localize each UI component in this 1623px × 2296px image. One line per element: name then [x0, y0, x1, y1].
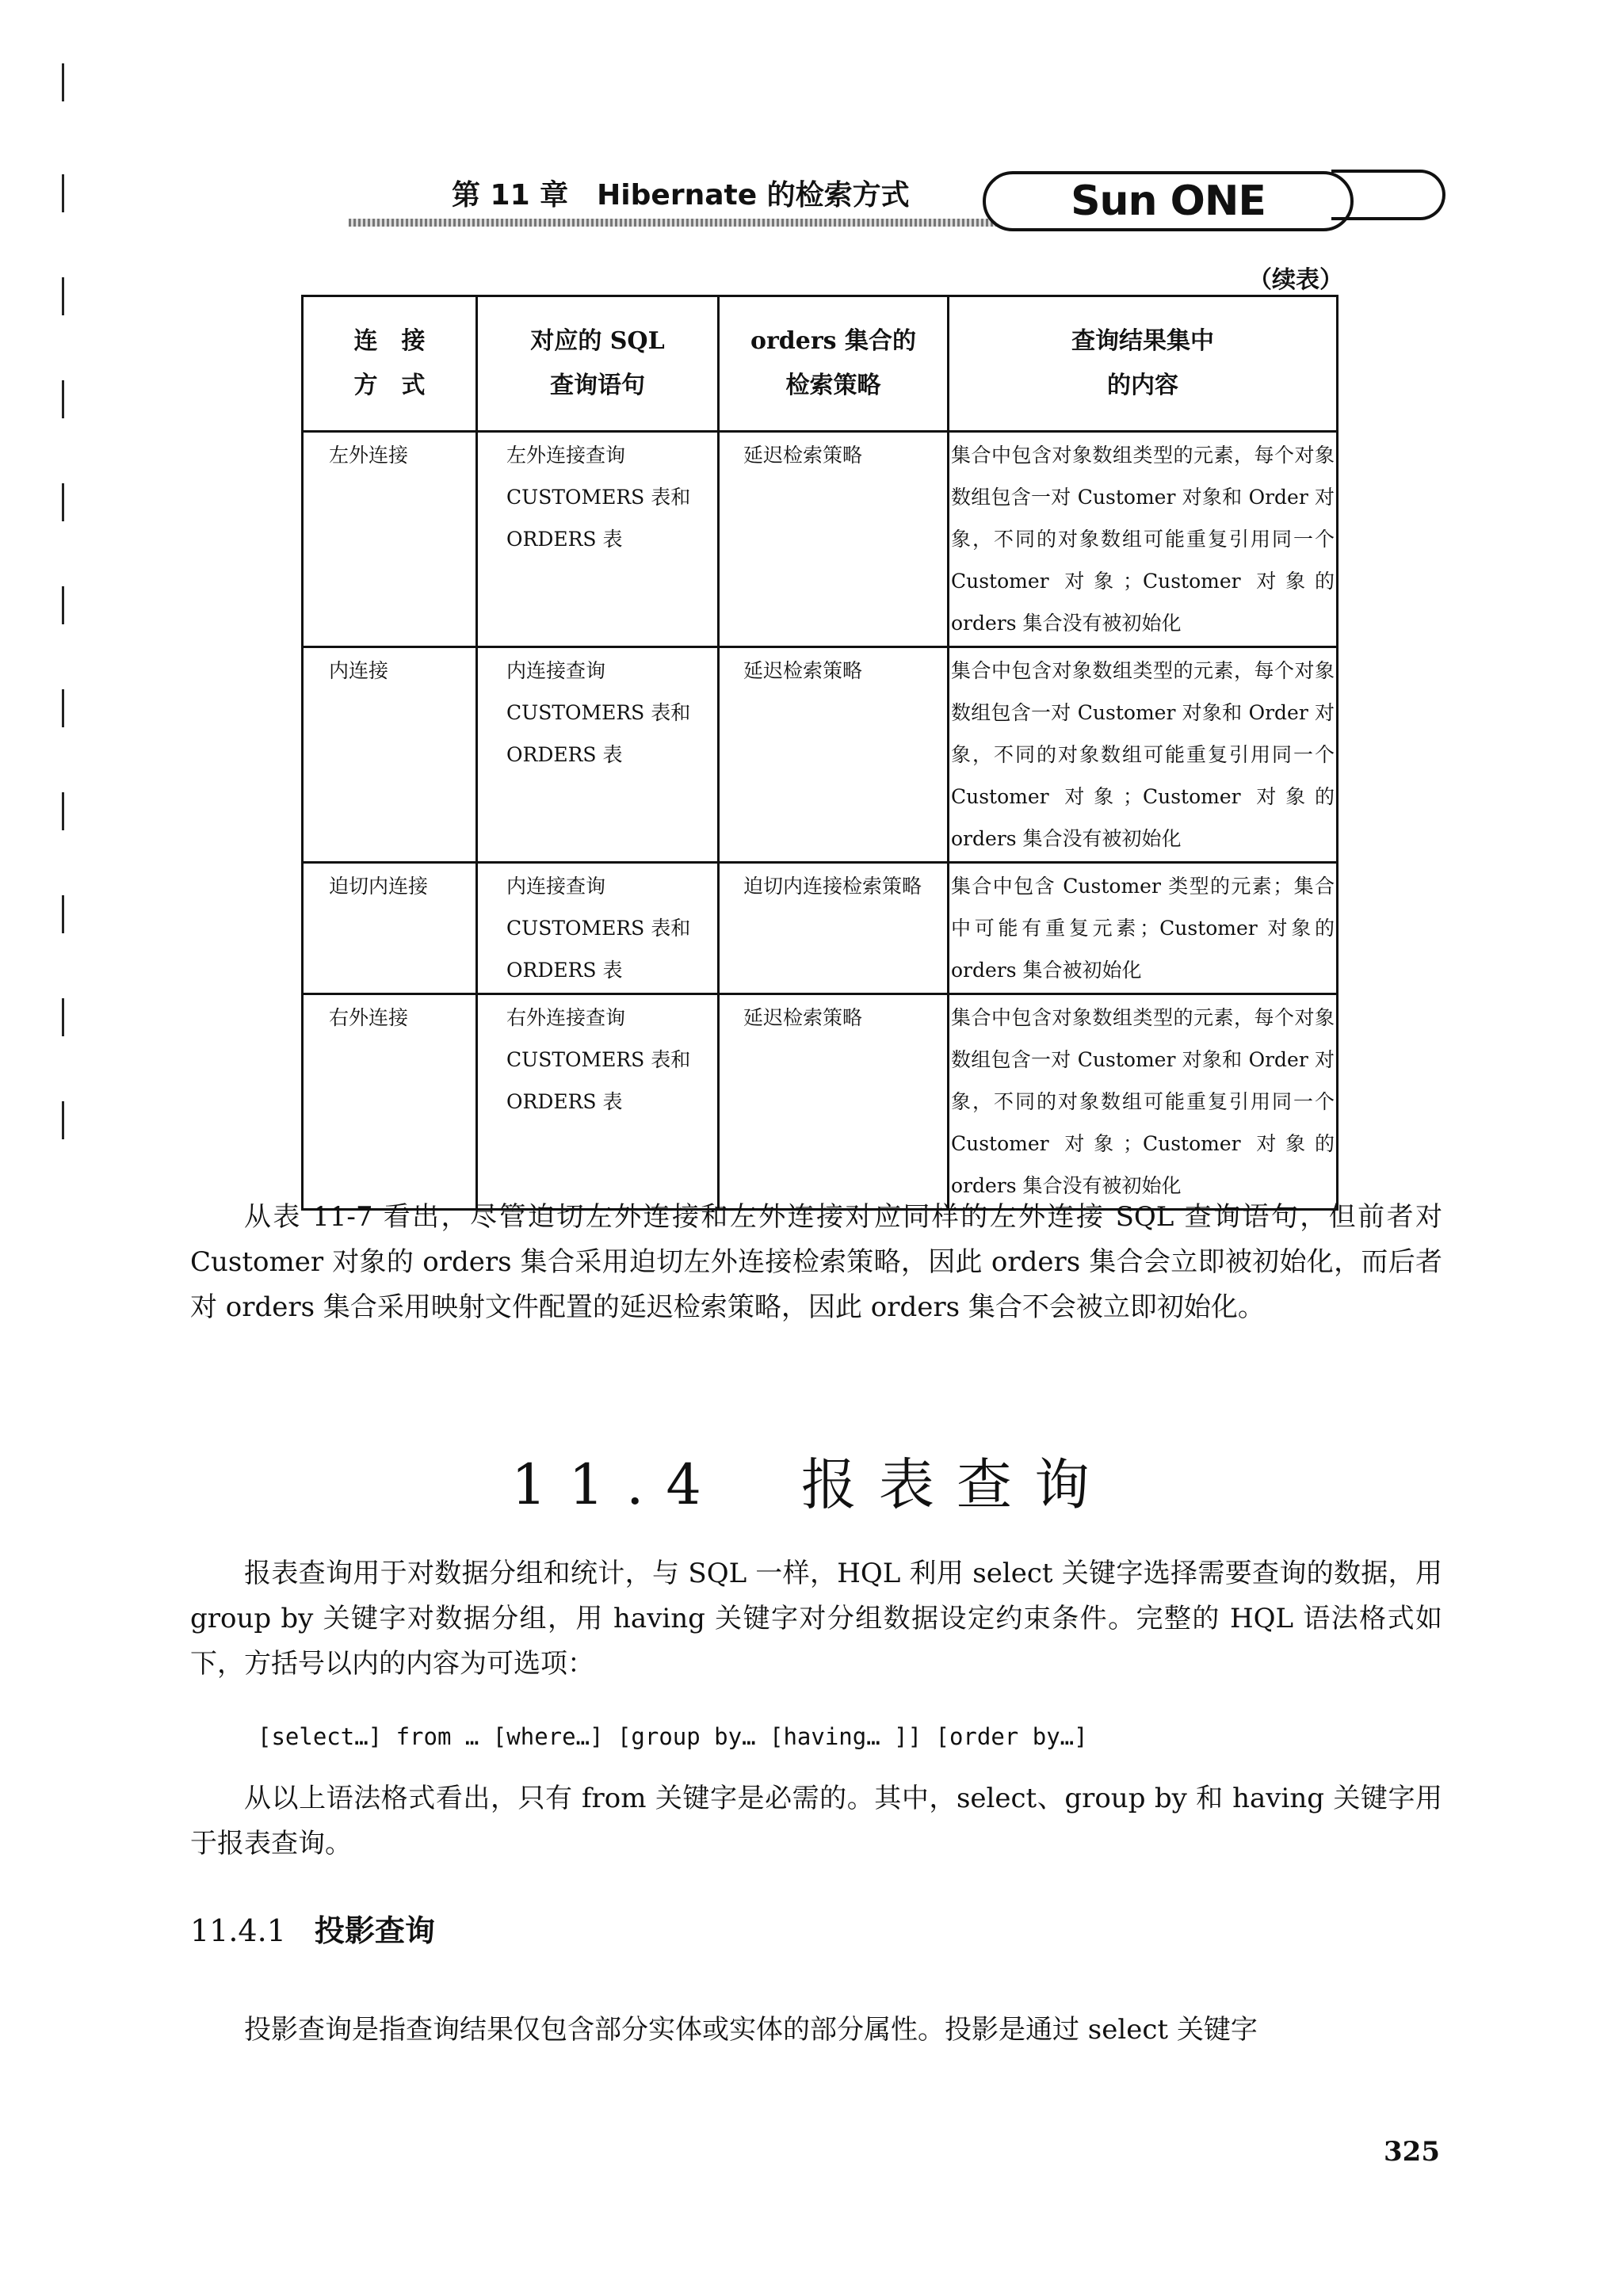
- cell-fetch-strategy: 延迟检索策略: [719, 994, 949, 1210]
- cell-result-content: 集合中包含 Customer 类型的元素；集合中可能有重复元素；Customer 对象的 orders 集合被初始化: [949, 863, 1338, 994]
- binding-mark: [62, 895, 64, 933]
- cell-result-content: 集合中包含对象数组类型的元素，每个对象数组包含一对 Customer 对象和 Order 对象，不同的对象数组可能重复引用同一个 Customer 对象；Customer 对象的 orders 集合没有被初始化: [949, 994, 1338, 1210]
- table-row: [303, 647, 1338, 863]
- cell-result-content: 集合中包含对象数组类型的元素，每个对象数组包含一对 Customer 对象和 Order 对象，不同的对象数组可能重复引用同一个 Customer 对象；Customer 对象的 orders 集合没有被初始化: [949, 647, 1338, 863]
- binding-mark: [62, 586, 64, 624]
- header-fetch-strategy: orders 集合的 检索策略: [719, 296, 949, 432]
- subsection-number: 11.4.1: [190, 1913, 286, 1948]
- binding-mark: [62, 63, 64, 101]
- cell-sql-query: 内连接查询 CUSTOMERS 表和 ORDERS 表: [477, 863, 719, 994]
- cell-join-type: 内连接: [303, 647, 477, 863]
- binding-mark: [62, 174, 64, 212]
- table-row: [303, 994, 1338, 1210]
- cell-fetch-strategy: 迫切内连接检索策略: [719, 863, 949, 994]
- cell-sql-query: 内连接查询 CUSTOMERS 表和 ORDERS 表: [477, 647, 719, 863]
- chapter-title: 第 11 章 Hibernate 的检索方式: [452, 179, 910, 212]
- table-header-row: [303, 296, 1338, 432]
- cell-fetch-strategy: 延迟检索策略: [719, 432, 949, 647]
- header-sql-query: 对应的 SQL 查询语句: [477, 296, 719, 432]
- header-result-content: 查询结果集中 的内容: [949, 296, 1338, 432]
- logo-swoosh: [1331, 170, 1445, 220]
- cell-sql-query: 右外连接查询 CUSTOMERS 表和 ORDERS 表: [477, 994, 719, 1210]
- logo-text: Sun ONE: [1071, 177, 1266, 225]
- binding-mark: [62, 277, 64, 315]
- header-rule: [349, 219, 999, 227]
- paragraph-projection-query: 投影查询是指查询结果仅包含部分实体或实体的部分属性。投影是通过 select 关键字: [244, 2014, 1258, 2046]
- subsection-title: 投影查询: [314, 1913, 435, 1948]
- paragraph-report-query: 报表查询用于对数据分组和统计，与 SQL 一样，HQL 利用 select 关键字选择需要查询的数据，用 group by 关键字对数据分组，用 having 关键字对分组数据设定约束条件。完整的 HQL 语法格式如下，方括号以内的内容为可选项：: [190, 1558, 1442, 1680]
- hql-syntax-code: [select…] from … [where…] [group by… [having… ]] [order by…]: [258, 1723, 1088, 1750]
- paragraph-syntax-note: 从以上语法格式看出，只有 from 关键字是必需的。其中，select、group by 和 having 关键字用于报表查询。: [190, 1783, 1442, 1859]
- cell-fetch-strategy: 延迟检索策略: [719, 647, 949, 863]
- cell-result-content: 集合中包含对象数组类型的元素，每个对象数组包含一对 Customer 对象和 Order 对象，不同的对象数组可能重复引用同一个 Customer 对象；Customer 对象的 orders 集合没有被初始化: [949, 432, 1338, 647]
- binding-mark: [62, 380, 64, 418]
- binding-mark: [62, 1101, 64, 1139]
- running-header: [349, 166, 1474, 230]
- binding-marks: [62, 63, 67, 1173]
- cell-join-type: 迫切内连接: [303, 863, 477, 994]
- header-join-type: 连 接 方 式: [303, 296, 477, 432]
- binding-mark: [62, 998, 64, 1036]
- subsection-heading: [190, 1906, 435, 1950]
- table-continued-label: （续表）: [1248, 266, 1343, 294]
- cell-join-type: 右外连接: [303, 994, 477, 1210]
- join-result-table: [301, 295, 1338, 1211]
- binding-mark: [62, 689, 64, 727]
- cell-join-type: 左外连接: [303, 432, 477, 647]
- sun-one-logo: [983, 171, 1354, 231]
- binding-mark: [62, 483, 64, 521]
- binding-mark: [62, 792, 64, 830]
- section-heading: 11.4 报表查询: [511, 1452, 1112, 1517]
- cell-sql-query: 左外连接查询 CUSTOMERS 表和 ORDERS 表: [477, 432, 719, 647]
- paragraph-table-explanation: 从表 11-7 看出，尽管迫切左外连接和左外连接对应同样的左外连接 SQL 查询语句，但前者对 Customer 对象的 orders 集合采用迫切左外连接检索策略，因此 orders 集合会立即被初始化，而后者对 orders 集合采用映射文件配置的延迟检索策略，因此 orders 集合不会被立即初始化。: [190, 1201, 1442, 1323]
- table-row: [303, 432, 1338, 647]
- table-row: [303, 863, 1338, 994]
- page-number: 325: [1384, 2136, 1440, 2168]
